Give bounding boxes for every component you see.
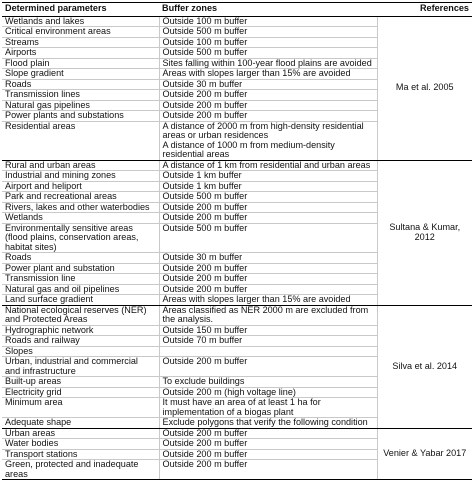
header-references: References: [377, 3, 472, 17]
buffer-zone-cell: Outside 1 km buffer: [159, 171, 377, 182]
buffer-zone-cell: Outside 1 km buffer: [159, 181, 377, 192]
buffer-zone-cell: Outside 100 m buffer: [159, 16, 377, 27]
parameter-cell: Water bodies: [2, 439, 159, 450]
buffer-zone-cell: Outside 200 m buffer: [159, 274, 377, 285]
parameter-cell: Built-up areas: [2, 377, 159, 388]
buffer-zone-cell: Outside 200 m buffer: [159, 357, 377, 377]
buffer-zone-cell: Outside 200 m buffer: [159, 449, 377, 460]
buffer-zone-cell: Outside 150 m buffer: [159, 325, 377, 336]
parameter-cell: Wetlands and lakes: [2, 16, 159, 27]
buffer-zone-cell: To exclude buildings: [159, 377, 377, 388]
table-row: [2, 160, 472, 171]
parameter-cell: Industrial and mining zones: [2, 171, 159, 182]
parameter-cell: Hydrographic network: [2, 325, 159, 336]
parameter-cell: Slope gradient: [2, 69, 159, 80]
parameter-cell: Land surface gradient: [2, 295, 159, 306]
buffer-zone-cell: Outside 200 m buffer: [159, 263, 377, 274]
buffer-zone-cell: A distance of 1 km from residential and urban areas: [159, 160, 377, 171]
reference-cell: Ma et al. 2005: [377, 16, 472, 160]
parameter-cell: Airport and heliport: [2, 181, 159, 192]
reference-cell: Sultana & Kumar, 2012: [377, 160, 472, 305]
parameter-cell: Minimum area: [2, 398, 159, 418]
buffer-zone-cell: It must have an area of at least 1 ha for implementation of a biogas plant: [159, 398, 377, 418]
buffer-zone-cell: Outside 30 m buffer: [159, 79, 377, 90]
buffer-zones-table: [2, 2, 472, 480]
parameter-cell: Flood plain: [2, 58, 159, 69]
buffer-zone-cell: Outside 200 m buffer: [159, 111, 377, 122]
buffer-zone-cell: Outside 200 m buffer: [159, 202, 377, 213]
buffer-zone-cell: Outside 200 m buffer: [159, 460, 377, 480]
buffer-zone-cell: Outside 200 m (high voltage line): [159, 387, 377, 398]
parameter-cell: Park and recreational areas: [2, 192, 159, 203]
parameter-cell: Residential areas: [2, 121, 159, 160]
parameter-cell: Green, protected and inadequate areas: [2, 460, 159, 480]
reference-cell: Venier & Yabar 2017: [377, 428, 472, 480]
parameter-cell: Electricity grid: [2, 387, 159, 398]
buffer-zone-cell: Outside 200 m buffer: [159, 284, 377, 295]
parameter-cell: Critical environment areas: [2, 27, 159, 38]
buffer-zone-cell: Outside 70 m buffer: [159, 336, 377, 347]
buffer-zone-cell: Outside 200 m buffer: [159, 100, 377, 111]
table-header: [2, 3, 472, 17]
header-buffer-zones: Buffer zones: [159, 3, 377, 17]
buffer-zone-cell: Sites falling within 100-year flood plains are avoided: [159, 58, 377, 69]
parameter-cell: National ecological reserves (NER) and Protected Areas: [2, 305, 159, 325]
table-row: [2, 16, 472, 27]
buffer-zone-cell: Outside 500 m buffer: [159, 48, 377, 59]
parameter-cell: Urban, industrial and commercial and infrastructure: [2, 357, 159, 377]
parameter-cell: Roads: [2, 253, 159, 264]
parameter-cell: Roads and railway: [2, 336, 159, 347]
parameter-cell: Urban areas: [2, 428, 159, 439]
buffer-zone-cell: Outside 500 m buffer: [159, 192, 377, 203]
header-parameters: Determined parameters: [2, 3, 159, 17]
parameter-cell: Transmission lines: [2, 90, 159, 101]
table-row: [2, 305, 472, 325]
buffer-zone-cell: Outside 100 m buffer: [159, 37, 377, 48]
parameter-cell: Transmission line: [2, 274, 159, 285]
buffer-zone-cell: Areas with slopes larger than 15% are avoided: [159, 69, 377, 80]
buffer-zone-cell: Outside 500 m buffer: [159, 27, 377, 38]
reference-cell: Silva et al. 2014: [377, 305, 472, 428]
buffer-zone-cell: Outside 30 m buffer: [159, 253, 377, 264]
buffer-zone-cell: Areas classified as NER 2000 m are excluded from the analysis.: [159, 305, 377, 325]
parameter-cell: Slopes: [2, 346, 159, 357]
parameter-cell: Adequate shape: [2, 418, 159, 429]
buffer-zone-cell: Exclude polygons that verify the following condition: [159, 418, 377, 429]
parameter-cell: Environmentally sensitive areas (flood plains, conservation areas, habitat sites): [2, 223, 159, 253]
parameter-cell: Wetlands: [2, 213, 159, 224]
header-row: [2, 3, 472, 17]
buffer-zone-cell: Outside 200 m buffer: [159, 428, 377, 439]
parameter-cell: Rivers, lakes and other waterbodies: [2, 202, 159, 213]
parameter-cell: Streams: [2, 37, 159, 48]
parameter-cell: Natural gas and oil pipelines: [2, 284, 159, 295]
buffer-zone-cell: Outside 200 m buffer: [159, 213, 377, 224]
parameter-cell: Roads: [2, 79, 159, 90]
buffer-zone-cell: Areas with slopes larger than 15% are avoided: [159, 295, 377, 306]
buffer-zone-cell: Outside 200 m buffer: [159, 439, 377, 450]
parameter-cell: Power plant and substation: [2, 263, 159, 274]
parameter-cell: Natural gas pipelines: [2, 100, 159, 111]
buffer-zone-cell: [159, 346, 377, 357]
table-row: [2, 428, 472, 439]
parameter-cell: Power plants and substations: [2, 111, 159, 122]
buffer-zone-cell: Outside 500 m buffer: [159, 223, 377, 253]
parameter-cell: Airports: [2, 48, 159, 59]
table-body: [2, 16, 472, 480]
buffer-zone-cell: Outside 200 m buffer: [159, 90, 377, 101]
buffer-zone-cell: A distance of 2000 m from high-density residential areas or urban residences A distance of 1000 m from medium-density residential areas: [159, 121, 377, 160]
parameter-cell: Transport stations: [2, 449, 159, 460]
parameter-cell: Rural and urban areas: [2, 160, 159, 171]
